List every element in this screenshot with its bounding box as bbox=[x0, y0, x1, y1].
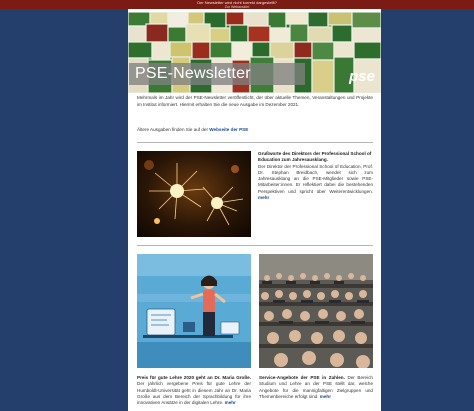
intro-text: Mehrmals im Jahr wird der PSE-Newsletter veröffentlicht, der über aktuelle Themen, Veranstaltungen und Projekte im Institut informiert. Hiermit erhalten Sie die neue Ausgabe im Dezember 2021. bbox=[137, 95, 373, 107]
divider bbox=[137, 142, 373, 143]
sparkler-image[interactable] bbox=[137, 151, 251, 237]
divider bbox=[137, 245, 373, 246]
web-view-link[interactable]: Zur Webansicht bbox=[224, 5, 250, 9]
newsletter-container bbox=[128, 9, 381, 411]
pse-logo: pse bbox=[349, 68, 375, 85]
article-body: Der jährlich vergebene Preis für gute Lehre der Humboldt-Universität geht in diesem Jahr an Dr. Maria Große aus dem Bereich der Sprachbildung für ihre innovativen Ansätze in der digitalen Lehre. bbox=[137, 381, 251, 406]
read-more-link[interactable]: mehr bbox=[258, 195, 270, 201]
article-body: Der Bereich Studium und Lehre an der PSE stellt dar, welche Angebote für die mannigfaltigen Zielgruppen und Themenbereiche erfolgt sind. bbox=[259, 375, 373, 399]
newsletter-title: PSE-Newsletter bbox=[129, 63, 305, 85]
older-issues-line bbox=[137, 127, 248, 132]
article-teaching-prize bbox=[137, 375, 251, 406]
teaching-prize-illustration[interactable] bbox=[137, 254, 251, 368]
article-directors-greeting bbox=[258, 151, 373, 201]
browser-notice-bar bbox=[0, 0, 474, 9]
article-service-offers bbox=[259, 375, 373, 400]
header-banner bbox=[128, 12, 381, 93]
pse-website-link[interactable]: Webseite der PSE bbox=[209, 127, 249, 132]
read-more-link[interactable]: mehr bbox=[224, 400, 236, 406]
lecture-hall-photo[interactable] bbox=[259, 254, 373, 368]
older-issues-text: Ältere Ausgaben finden Sie auf der bbox=[137, 127, 208, 132]
article-headline[interactable]: Preis für gute Lehre 2020 geht an Dr. Maria Große. bbox=[137, 375, 251, 380]
read-more-link[interactable]: mehr bbox=[319, 393, 332, 399]
notice-message: Der Newsletter wird nicht korrekt dargestellt? bbox=[197, 0, 277, 5]
article-body: Der Direktor der Professional School of Education, Prof. Dr. Stephan Breidbach, wendet sich zum Jahresausklang an die PSE-Mitglieder sowie PSE-Mitarbeiter:innen. Er reflektiert dabei die bestehenden Perspektiven und spricht über Weiterentwicklungen. bbox=[258, 163, 373, 194]
article-headline[interactable]: Grußworte des Direktors der Professional School of Education zum Jahresausklang. bbox=[258, 151, 372, 163]
article-headline[interactable]: Service-Angebote der PSE in Zahlen. bbox=[259, 375, 345, 380]
